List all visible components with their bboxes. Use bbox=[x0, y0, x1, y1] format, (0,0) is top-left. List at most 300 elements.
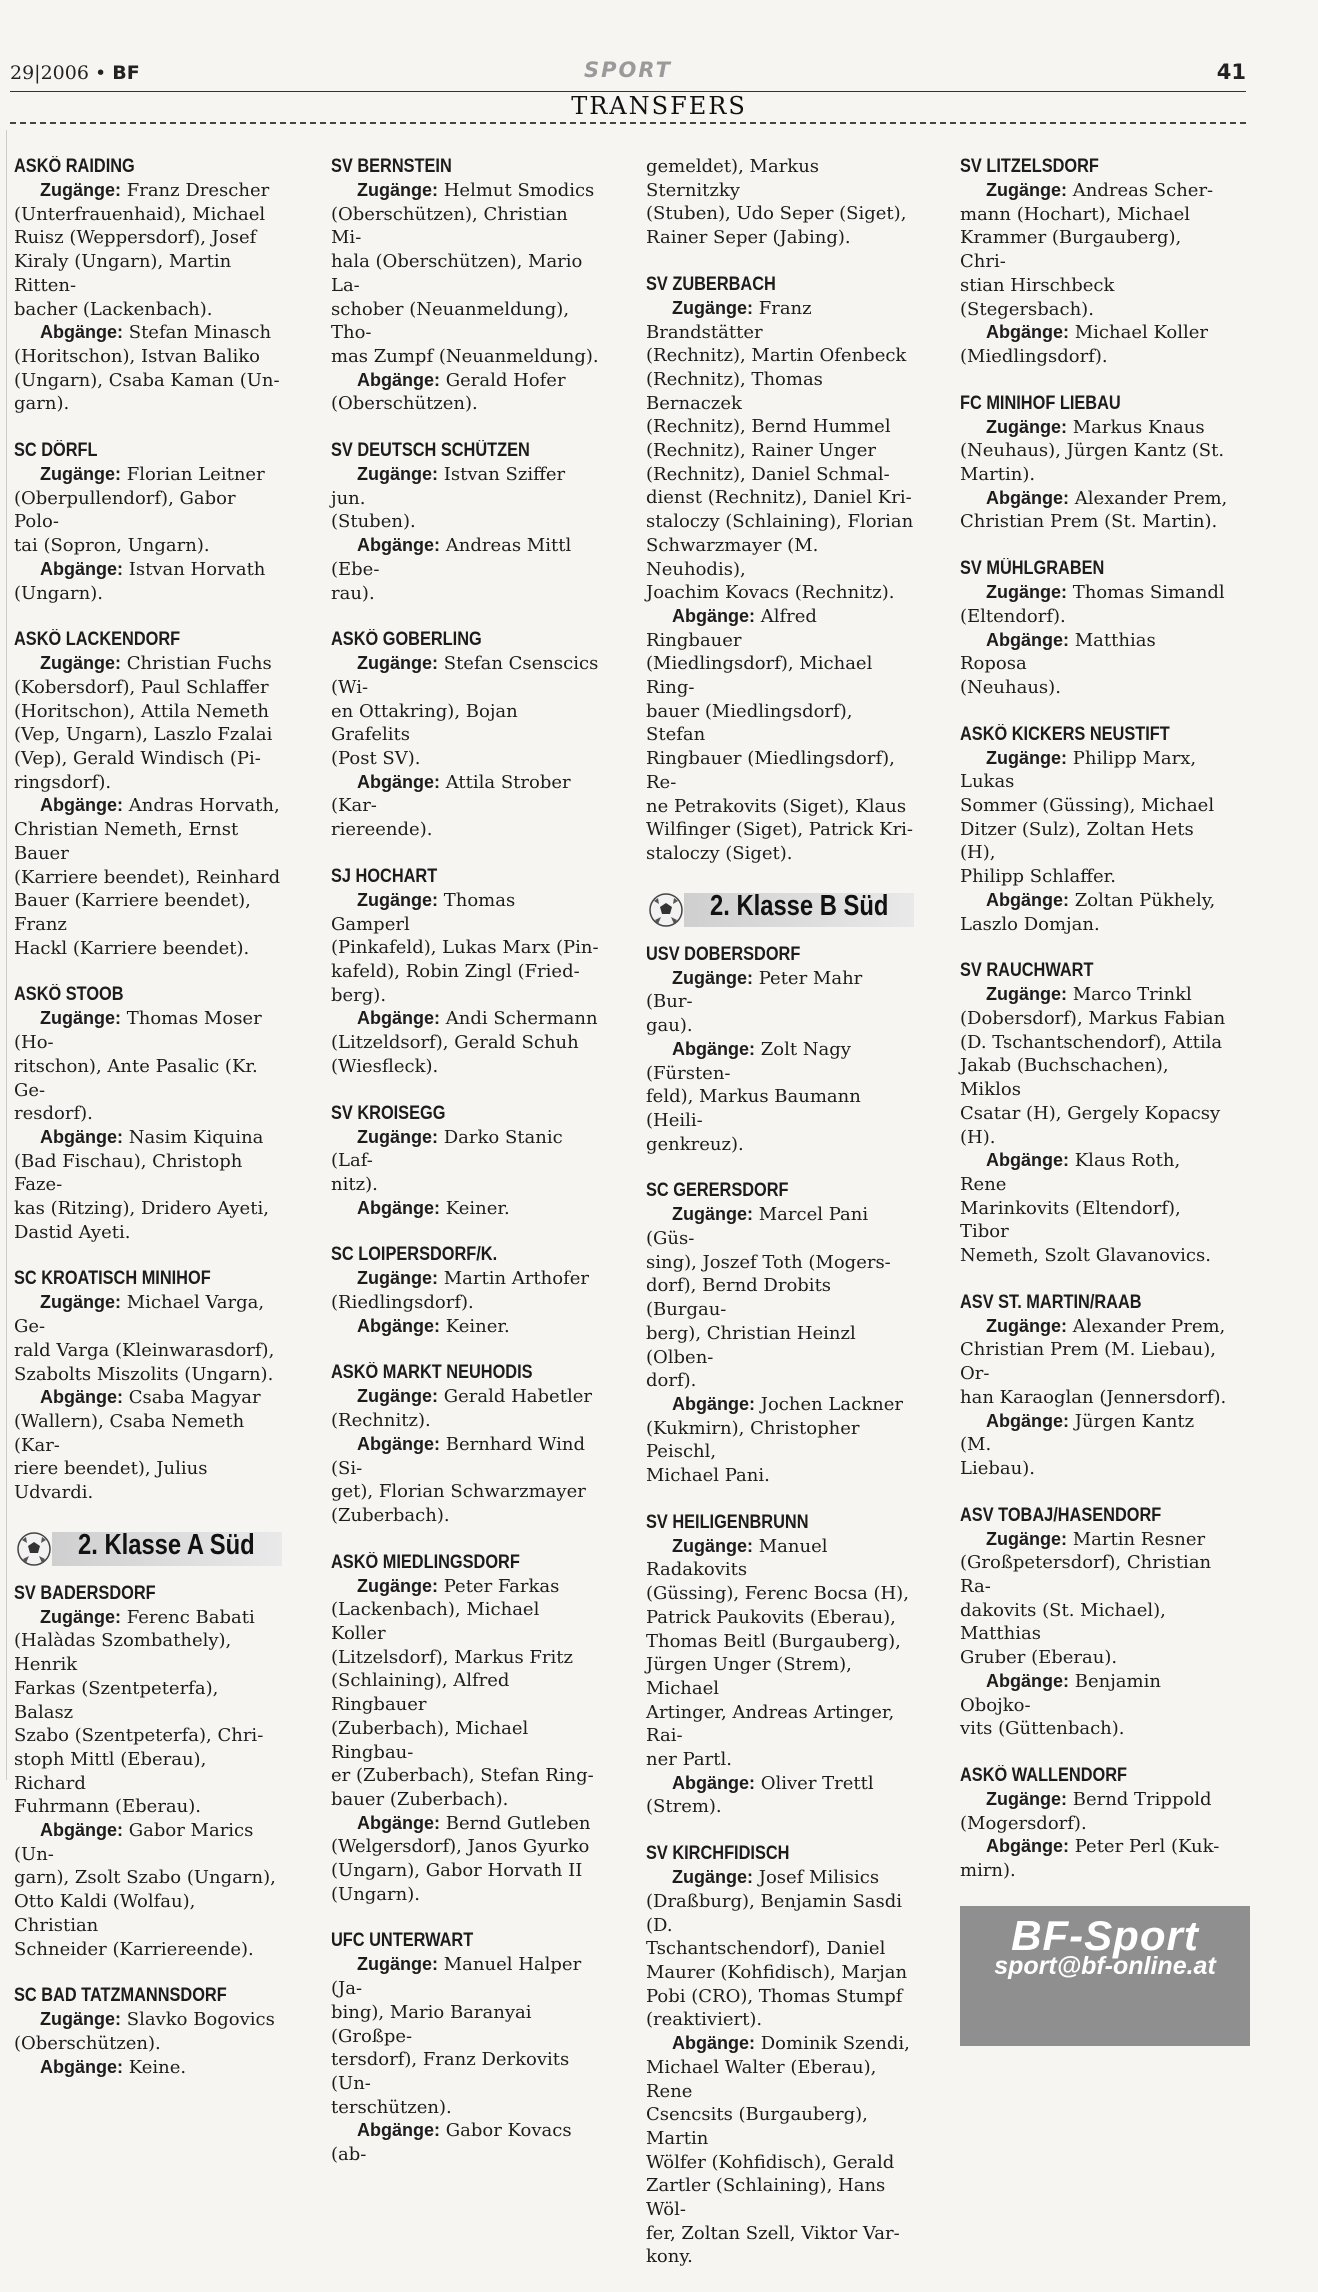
club-name: ASV ST. MARTIN/RAAB bbox=[960, 1291, 1142, 1313]
transfer-text: Gerald Hofer bbox=[445, 369, 566, 391]
transfer-text: Bernd Gutleben bbox=[445, 1812, 591, 1834]
transfer-text: Jakab (Buchschachen), Miklos bbox=[960, 1055, 1169, 1101]
transfer-line bbox=[960, 1859, 1228, 1883]
club-name: ASKÖ WALLENDORF bbox=[960, 1764, 1128, 1786]
transfer-text: Kiraly (Ungarn), Martin Ritten- bbox=[14, 251, 232, 296]
transfer-line bbox=[14, 2056, 282, 2080]
club-block bbox=[331, 1243, 599, 1338]
transfer-line bbox=[646, 2222, 914, 2246]
football-icon bbox=[646, 889, 686, 929]
transfer-label: Abgänge: bbox=[357, 2120, 440, 2141]
transfer-text: (Großpetersdorf), Christian Ra- bbox=[960, 1552, 1212, 1598]
club-block bbox=[331, 1102, 599, 1221]
transfer-text: Marinkovits (Eltendorf), Tibor bbox=[960, 1197, 1181, 1243]
club-name: SC LOIPERSDORF/K. bbox=[331, 1244, 498, 1266]
transfer-line bbox=[646, 1085, 914, 1132]
transfer-line bbox=[14, 1221, 282, 1245]
transfer-text: (Lackenbach), Michael Koller bbox=[331, 1599, 540, 1645]
transfer-text: Oliver Trettl bbox=[760, 1772, 874, 1794]
transfer-line bbox=[14, 487, 282, 534]
transfer-text: (Ungarn), Csaba Kaman (Un- bbox=[14, 369, 280, 391]
club-name: SC BAD TATZMANNSDORF bbox=[14, 1985, 227, 2007]
transfer-line bbox=[646, 1369, 914, 1393]
section-name: SPORT bbox=[584, 58, 672, 82]
transfer-line bbox=[14, 463, 282, 487]
transfer-line bbox=[960, 1149, 1228, 1196]
transfer-line bbox=[331, 1717, 599, 1764]
transfer-text: Slavko Bogovics bbox=[126, 2009, 275, 2031]
transfer-text: Jürgen Kantz (M. bbox=[960, 1410, 1195, 1456]
transfer-line bbox=[14, 1291, 282, 1338]
transfer-text: get), Florian Schwarzmayer bbox=[331, 1481, 586, 1503]
transfer-text: Michael Walter (Eberau), Rene bbox=[646, 2056, 877, 2102]
transfer-line bbox=[331, 1953, 599, 2000]
transfer-label: Abgänge: bbox=[40, 2056, 123, 2077]
transfer-line bbox=[646, 2008, 914, 2032]
transfer-label: Abgänge: bbox=[672, 1038, 755, 1059]
transfer-label: Zugänge: bbox=[672, 1204, 753, 1225]
transfer-text: Joachim Kovacs (Rechnitz). bbox=[646, 582, 895, 604]
transfer-line bbox=[960, 794, 1228, 818]
transfer-text: Zoltan Pükhely, bbox=[1074, 889, 1216, 911]
transfer-text: (D. Tschantschendorf), Attila bbox=[960, 1031, 1223, 1053]
transfer-text: Schwarzmayer (M. Neuhodis), bbox=[646, 534, 819, 580]
transfer-text: (Rechnitz), Thomas Bernaczek bbox=[646, 368, 823, 414]
transfer-text: Gabor Marics (Un- bbox=[14, 1820, 254, 1865]
transfer-line bbox=[646, 226, 914, 250]
transfer-label: Abgänge: bbox=[357, 535, 440, 556]
transfer-label: Abgänge: bbox=[40, 558, 123, 579]
transfer-line bbox=[646, 2032, 914, 2056]
transfer-text: dorf). bbox=[646, 1370, 697, 1392]
transfer-line bbox=[646, 2174, 914, 2221]
transfer-line bbox=[331, 1126, 599, 1173]
transfer-text: garn), Zsolt Szabo (Ungarn), bbox=[14, 1867, 276, 1889]
club-block bbox=[14, 628, 282, 960]
club-block bbox=[960, 959, 1228, 1267]
transfer-line bbox=[960, 1670, 1228, 1717]
club-block bbox=[14, 983, 282, 1244]
club-block bbox=[960, 723, 1228, 937]
transfer-text: Szabolts Miszolits (Ungarn). bbox=[14, 1363, 274, 1385]
transfer-line bbox=[331, 1598, 599, 1645]
transfer-line bbox=[646, 652, 914, 699]
transfer-text: Krammer (Burgauberg), Chri- bbox=[960, 227, 1182, 273]
transfer-text: Attila Strober (Kar- bbox=[331, 771, 571, 817]
transfer-text: Wölfer (Kohfidisch), Gerald bbox=[646, 2151, 895, 2173]
transfer-line bbox=[331, 1812, 599, 1836]
transfer-line bbox=[960, 1007, 1228, 1031]
transfer-text: Stefan Minasch bbox=[128, 322, 272, 344]
transfer-line bbox=[646, 1985, 914, 2009]
transfer-label: Abgänge: bbox=[986, 629, 1069, 650]
transfer-line bbox=[14, 1724, 282, 1748]
transfer-line bbox=[960, 1315, 1228, 1339]
transfer-line bbox=[646, 1251, 914, 1275]
transfer-text: Istvan Sziffer jun. bbox=[331, 464, 566, 509]
transfer-text: Thomas Simandl bbox=[1072, 582, 1225, 604]
transfer-line bbox=[646, 1653, 914, 1700]
transfer-line bbox=[331, 203, 599, 250]
transfer-text: Liebau). bbox=[960, 1457, 1035, 1479]
transfer-text: Patrick Paukovits (Eberau), bbox=[646, 1606, 896, 1628]
transfer-line bbox=[646, 486, 914, 510]
transfer-text: Laszlo Domjan. bbox=[960, 913, 1100, 935]
transfer-text: Martin Resner bbox=[1072, 1528, 1206, 1550]
transfer-text: gau). bbox=[646, 1015, 693, 1037]
transfer-text: (Schlaining), Alfred Ringbauer bbox=[331, 1670, 510, 1716]
transfer-line bbox=[14, 226, 282, 250]
football-icon bbox=[14, 1528, 54, 1568]
transfer-label: Abgänge: bbox=[672, 1393, 755, 1414]
transfer-line bbox=[646, 415, 914, 439]
transfer-label: Zugänge: bbox=[672, 297, 753, 318]
club-block bbox=[646, 155, 914, 250]
transfer-text: (Pinkafeld), Lukas Marx (Pin- bbox=[331, 937, 599, 959]
transfer-text: Manuel Radakovits bbox=[646, 1535, 828, 1581]
transfer-text: Ferenc Babati bbox=[126, 1606, 255, 1628]
transfer-text: Wilfinger (Siget), Patrick Kri- bbox=[646, 819, 914, 841]
transfer-label: Abgänge: bbox=[357, 1315, 440, 1336]
transfer-text: (Stuben), Udo Seper (Siget), bbox=[646, 203, 907, 225]
transfer-text: Ruisz (Weppersdorf), Josef bbox=[14, 227, 257, 249]
transfer-line bbox=[960, 1054, 1228, 1101]
transfer-line bbox=[331, 1480, 599, 1504]
transfer-text: terschützen). bbox=[331, 2096, 452, 2118]
transfer-line bbox=[14, 1363, 282, 1387]
transfer-line bbox=[14, 1819, 282, 1866]
transfer-line bbox=[960, 203, 1228, 227]
transfer-text: (Mogersdorf). bbox=[960, 1812, 1087, 1834]
transfer-label: Abgänge: bbox=[672, 1772, 755, 1793]
transfer-text: bauer (Zuberbach). bbox=[331, 1788, 509, 1810]
transfer-line bbox=[646, 1630, 914, 1654]
transfer-text: Michael Koller bbox=[1074, 322, 1209, 344]
transfer-text: Ringbauer (Miedlingsdorf), Re- bbox=[646, 748, 895, 793]
transfer-line bbox=[14, 1339, 282, 1363]
transfer-line bbox=[331, 984, 599, 1008]
transfer-line bbox=[960, 510, 1228, 534]
transfer-label: Zugänge: bbox=[672, 1535, 753, 1556]
transfer-label: Zugänge: bbox=[986, 582, 1067, 603]
transfer-line bbox=[331, 818, 599, 842]
transfer-line bbox=[14, 203, 282, 227]
transfer-text: (Litzelsdorf), Markus Fritz bbox=[331, 1646, 573, 1668]
club-block bbox=[960, 392, 1228, 535]
transfer-line bbox=[960, 1031, 1228, 1055]
club-name: FC MINIHOF LIEBAU bbox=[960, 392, 1121, 414]
transfer-line bbox=[14, 392, 282, 416]
transfer-text: Christian Prem (St. Martin). bbox=[960, 511, 1218, 533]
transfer-label: Abgänge: bbox=[357, 1433, 440, 1454]
transfer-label: Abgänge: bbox=[986, 889, 1069, 910]
transfer-text: (Halàdas Szombathely), Henrik bbox=[14, 1630, 232, 1676]
transfer-line bbox=[960, 676, 1228, 700]
transfer-text: Maurer (Kohfidisch), Marjan bbox=[646, 1962, 908, 1983]
transfer-text: Fuhrmann (Eberau). bbox=[14, 1796, 201, 1818]
transfer-line bbox=[331, 652, 599, 699]
club-block bbox=[960, 1504, 1228, 1741]
transfer-line bbox=[960, 1717, 1228, 1741]
transfer-text: (Welgersdorf), Janos Gyurko bbox=[331, 1836, 590, 1858]
transfer-line bbox=[960, 321, 1228, 345]
transfer-line bbox=[646, 534, 914, 581]
transfer-text: Markus Knaus bbox=[1072, 416, 1205, 438]
transfer-text: tersdorf), Franz Derkovits (Un- bbox=[331, 2049, 570, 2094]
transfer-text: (Strem). bbox=[646, 1796, 722, 1818]
transfer-text: Gerald Habetler bbox=[443, 1386, 592, 1408]
transfer-line bbox=[646, 1535, 914, 1582]
club-name: SV LITZELSDORF bbox=[960, 156, 1099, 177]
transfer-text: ne Petrakovits (Siget), Klaus bbox=[646, 795, 907, 817]
transfer-line bbox=[960, 818, 1228, 865]
transfer-text: Alexander Prem, bbox=[1072, 1315, 1226, 1337]
transfer-text: Bernhard Wind (Si- bbox=[331, 1433, 586, 1479]
transfer-label: Zugänge: bbox=[40, 1008, 121, 1029]
transfer-text: Philipp Marx, Lukas bbox=[960, 747, 1197, 793]
transfer-line bbox=[960, 629, 1228, 676]
transfer-text: en Ottakring), Bojan Grafelits bbox=[331, 700, 518, 746]
transfer-text: (Horitschon), Attila Nemeth bbox=[14, 700, 270, 722]
transfer-line bbox=[646, 344, 914, 368]
transfer-line bbox=[646, 2245, 914, 2269]
transfer-line bbox=[331, 1764, 599, 1788]
club-name: SV KROISEGG bbox=[331, 1102, 446, 1124]
transfer-line bbox=[960, 1244, 1228, 1268]
transfer-text: Nasim Kiquina bbox=[128, 1126, 264, 1148]
transfer-line bbox=[14, 1866, 282, 1890]
club-name: USV DOBERSDORF bbox=[646, 943, 801, 965]
column-1 bbox=[14, 155, 282, 2102]
transfer-line bbox=[14, 818, 282, 865]
transfer-line bbox=[960, 1835, 1228, 1859]
transfer-line bbox=[14, 1457, 282, 1504]
transfer-line bbox=[331, 2119, 599, 2166]
page-header bbox=[10, 58, 1246, 90]
transfer-line bbox=[646, 2103, 914, 2150]
transfer-line bbox=[331, 1385, 599, 1409]
club-block bbox=[960, 1291, 1228, 1481]
transfer-text: (Karriere beendet), Reinhard bbox=[14, 866, 281, 888]
transfer-text: Christian Fuchs bbox=[126, 653, 272, 675]
transfer-line bbox=[960, 605, 1228, 629]
transfer-text: Matthias Roposa bbox=[960, 629, 1156, 675]
transfer-text: bacher (Lackenbach). bbox=[14, 298, 213, 320]
transfer-text: (Ungarn), Gabor Horvath II bbox=[331, 1860, 583, 1882]
transfer-text: Dastid Ayeti. bbox=[14, 1221, 131, 1243]
transfer-line bbox=[14, 298, 282, 322]
transfer-text: (Bad Fischau), Christoph Faze- bbox=[14, 1150, 243, 1196]
transfer-text: Helmut Smodics bbox=[443, 180, 595, 201]
transfer-text: Franz Brandstätter bbox=[646, 297, 812, 343]
transfer-label: Abgänge: bbox=[357, 369, 440, 390]
transfer-line bbox=[646, 1961, 914, 1985]
contact-box bbox=[960, 1906, 1250, 2046]
transfer-text: (Eltendorf). bbox=[960, 605, 1066, 627]
transfer-line bbox=[646, 439, 914, 463]
transfer-line bbox=[960, 1812, 1228, 1836]
transfer-line bbox=[646, 818, 914, 842]
column-3 bbox=[646, 155, 914, 2292]
transfer-line bbox=[14, 771, 282, 795]
transfer-text: bing), Mario Baranyai (Großpe- bbox=[331, 2001, 532, 2047]
transfer-text: Istvan Horvath bbox=[128, 558, 266, 580]
transfer-text: (Oberschützen). bbox=[331, 393, 478, 415]
transfer-text: genkreuz). bbox=[646, 1133, 744, 1155]
club-block bbox=[14, 1984, 282, 2079]
transfer-label: Abgänge: bbox=[40, 1126, 123, 1147]
transfer-text: (H). bbox=[960, 1126, 996, 1148]
transfer-text: riere beendet), Julius Udvardi. bbox=[14, 1458, 208, 1504]
transfer-text: (Neuhaus). bbox=[960, 676, 1061, 698]
transfer-text: Schneider (Karriereende). bbox=[14, 1938, 254, 1960]
transfer-text: Philipp Schlaffer. bbox=[960, 866, 1117, 888]
transfer-label: Zugänge: bbox=[357, 1126, 438, 1147]
transfer-text: Martin). bbox=[960, 464, 1036, 486]
transfer-text: (Vep, Ungarn), Laszlo Fzalai bbox=[14, 724, 273, 746]
transfer-text: Manuel Halper (Ja- bbox=[331, 1954, 582, 2000]
club-name: ASKÖ STOOB bbox=[14, 984, 124, 1006]
transfer-line bbox=[14, 534, 282, 558]
club-name: SV BADERSDORF bbox=[14, 1582, 156, 1604]
transfer-text: (Ungarn). bbox=[14, 582, 103, 604]
transfer-line bbox=[646, 1866, 914, 1890]
transfer-text: Stefan Csenscics (Wi- bbox=[331, 653, 599, 698]
transfer-label: Zugänge: bbox=[986, 416, 1067, 437]
transfer-line bbox=[646, 2056, 914, 2103]
transfer-line bbox=[331, 392, 599, 416]
transfer-text: Christian Nemeth, Ernst Bauer bbox=[14, 819, 239, 864]
transfer-text: Peter Farkas bbox=[443, 1575, 560, 1597]
transfer-line bbox=[960, 865, 1228, 889]
transfer-text: (Post SV). bbox=[331, 748, 421, 770]
transfer-label: Zugänge: bbox=[986, 1528, 1067, 1549]
transfer-line bbox=[646, 1133, 914, 1157]
club-block bbox=[646, 1511, 914, 1819]
transfer-text: Zolt Nagy (Fürsten- bbox=[646, 1038, 851, 1084]
transfer-label: Abgänge: bbox=[672, 2033, 755, 2054]
transfer-text: (Kukmirn), Christopher Peischl, bbox=[646, 1417, 860, 1463]
transfer-text: resdorf). bbox=[14, 1103, 93, 1125]
club-name: SV HEILIGENBRUNN bbox=[646, 1511, 809, 1533]
transfer-text: schober (Neuanmeldung), Tho- bbox=[331, 298, 570, 344]
transfer-line bbox=[960, 747, 1228, 794]
transfer-line bbox=[646, 297, 914, 344]
transfer-text: Csatar (H), Gergely Kopacsy bbox=[960, 1102, 1221, 1124]
transfer-label: Zugänge: bbox=[986, 747, 1067, 768]
transfer-text: (Güssing), Ferenc Bocsa (H), bbox=[646, 1583, 909, 1605]
transfer-line bbox=[646, 605, 914, 652]
transfer-line bbox=[14, 1677, 282, 1724]
transfer-text: stian Hirschbeck (Stegersbach). bbox=[960, 274, 1115, 320]
transfer-line bbox=[331, 1031, 599, 1055]
transfer-line bbox=[331, 771, 599, 818]
transfer-label: Zugänge: bbox=[357, 464, 438, 485]
transfer-text: Florian Leitner bbox=[126, 464, 265, 486]
club-name: SV BERNSTEIN bbox=[331, 156, 452, 177]
transfer-line bbox=[960, 1599, 1228, 1646]
transfer-line bbox=[960, 416, 1228, 440]
transfer-line bbox=[14, 1055, 282, 1102]
transfer-line bbox=[960, 439, 1228, 463]
page-title: TRANSFERS bbox=[571, 92, 747, 120]
transfer-label: Zugänge: bbox=[672, 1867, 753, 1888]
transfer-line bbox=[14, 179, 282, 203]
transfer-text: Keine. bbox=[128, 2056, 187, 2078]
transfer-label: Zugänge: bbox=[357, 1954, 438, 1975]
transfer-line bbox=[14, 250, 282, 297]
transfer-text: Artinger, Andreas Artinger, Rai- bbox=[646, 1701, 895, 1747]
transfer-line bbox=[14, 1102, 282, 1126]
transfer-line bbox=[960, 226, 1228, 273]
transfer-line bbox=[331, 369, 599, 393]
transfer-text: Peter Mahr (Bur- bbox=[646, 967, 863, 1013]
transfer-label: Abgänge: bbox=[40, 1387, 123, 1408]
transfer-text: gemeldet), Markus Sternitzky bbox=[646, 156, 820, 201]
transfer-line bbox=[331, 2096, 599, 2120]
club-block bbox=[960, 155, 1228, 369]
transfer-text: (Miedlingsdorf). bbox=[960, 345, 1108, 367]
transfer-label: Zugänge: bbox=[40, 2009, 121, 2030]
transfer-label: Abgänge: bbox=[986, 1836, 1069, 1857]
transfer-line bbox=[331, 298, 599, 345]
transfer-line bbox=[646, 1274, 914, 1321]
club-name: SV ZUBERBACH bbox=[646, 273, 776, 295]
league-heading bbox=[646, 889, 914, 931]
transfer-line bbox=[960, 1102, 1228, 1126]
transfer-text: (Zuberbach), Michael Ringbau- bbox=[331, 1717, 529, 1763]
transfer-line bbox=[646, 510, 914, 534]
transfer-label: Zugänge: bbox=[986, 1315, 1067, 1336]
club-name: ASKÖ MIEDLINGSDORF bbox=[331, 1551, 520, 1573]
transfer-text: Jochen Lackner bbox=[760, 1393, 903, 1415]
transfer-line bbox=[646, 1203, 914, 1250]
transfer-text: Martin Arthofer bbox=[443, 1268, 589, 1290]
transfer-line bbox=[646, 1014, 914, 1038]
transfer-text: ringsdorf). bbox=[14, 771, 112, 793]
transfer-text: Peter Perl (Kuk- bbox=[1074, 1836, 1220, 1858]
transfer-line bbox=[14, 1890, 282, 1937]
transfer-line bbox=[331, 1197, 599, 1221]
club-name: SV KIRCHFIDISCH bbox=[646, 1843, 790, 1865]
transfer-line bbox=[646, 463, 914, 487]
transfer-line bbox=[646, 1464, 914, 1488]
transfer-line bbox=[14, 1938, 282, 1962]
transfer-label: Zugänge: bbox=[357, 1268, 438, 1289]
transfer-label: Zugänge: bbox=[986, 180, 1067, 200]
transfer-label: Abgänge: bbox=[357, 771, 440, 792]
transfer-line bbox=[960, 463, 1228, 487]
transfer-text: Andreas Scher- bbox=[1072, 180, 1214, 201]
transfer-label: Abgänge: bbox=[40, 795, 123, 816]
transfer-text: Hackl (Karriere beendet). bbox=[14, 937, 250, 959]
transfer-text: ritschon), Ante Pasalic (Kr. Ge- bbox=[14, 1055, 258, 1101]
transfer-line bbox=[646, 1582, 914, 1606]
transfer-text: (Dobersdorf), Markus Fabian bbox=[960, 1007, 1226, 1029]
transfer-text: Thomas Beitl (Burgauberg), bbox=[646, 1630, 901, 1652]
transfer-label: Zugänge: bbox=[357, 889, 438, 910]
transfer-line bbox=[331, 1646, 599, 1670]
transfer-text: Gabor Kovacs (ab- bbox=[331, 2120, 572, 2166]
dashed-divider bbox=[10, 122, 1246, 124]
club-block bbox=[646, 273, 914, 866]
transfer-text: Thomas Moser (Ho- bbox=[14, 1008, 262, 1054]
transfer-line bbox=[646, 1417, 914, 1464]
transfer-text: riereende). bbox=[331, 819, 433, 841]
transfer-line bbox=[646, 368, 914, 415]
transfer-line bbox=[331, 1504, 599, 1528]
transfer-text: Andreas Mittl (Ebe- bbox=[331, 535, 572, 580]
